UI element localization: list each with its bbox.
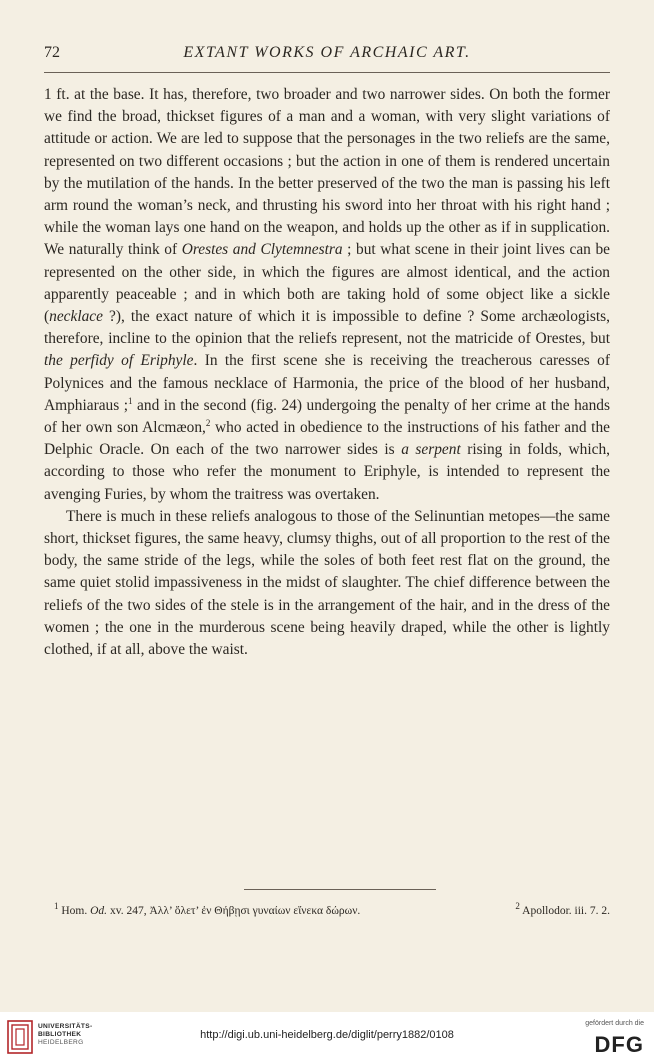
university-library-name: UNIVERSITÄTS- BIBLIOTHEK HEIDELBERG <box>38 1023 93 1046</box>
italic-text: a serpent <box>401 441 461 459</box>
text-run: ; but what scene in their joint lives can be represented on the other side, in which the figures are almost identical, and the action apparently peaceable ; and in which both are taking hold of some object like a sickle ( <box>44 241 610 326</box>
footnote-1 <box>54 903 360 919</box>
text-run: who acted in obedience to the instructions of his father and the Delphic Oracle. On each of the two narrower sides is <box>44 419 610 459</box>
footnote-greek-quote: Ἀλλ’ ὄλετ’ ἐν Θήβῃσι γυναίων εἵνεκα δώρων. <box>149 905 361 917</box>
footnote-text: Apollodor. iii. 7. 2. <box>522 905 610 917</box>
funded-by-label: gefördert durch die <box>585 1020 644 1027</box>
permalink-url[interactable]: http://digi.ub.uni-heidelberg.de/diglit/perry1882/0108 <box>200 1029 454 1041</box>
footnote-author: Hom. <box>61 905 88 917</box>
header-rule <box>44 72 610 73</box>
paragraph <box>44 84 610 506</box>
text-run: ?), the exact nature of which it is impossible to define ? Some archæologists, therefore, incline to the opinion that the reliefs represent, not the matricide of Orestes, but <box>44 308 610 348</box>
footnote-marker: 1 <box>54 901 59 912</box>
italic-text: the perfidy of Eriphyle <box>44 352 194 370</box>
footnote-rule <box>244 889 436 890</box>
page-number: 72 <box>44 44 60 61</box>
footnote-marker: 2 <box>515 901 520 912</box>
paragraph <box>44 506 610 661</box>
footnote-reference-marker: 2 <box>205 417 211 428</box>
running-head <box>44 44 610 68</box>
footnote-2 <box>515 903 610 919</box>
text-run: . In the first scene she is receiving the treacherous caresses of Polynices and the famous necklace of Harmonia, the price of the blood of her husband, Amphiaraus ; <box>44 352 610 414</box>
italic-text: Orestes and Clytemnestra <box>181 241 343 259</box>
footnote-reference-marker: 1 <box>128 395 133 406</box>
running-title: EXTANT WORKS OF ARCHAIC ART. <box>183 44 471 61</box>
text-run: and in the second (fig. 24) undergoing the penalty of her crime at the hands of her own son Alcmæon, <box>44 396 610 437</box>
digitization-footer <box>0 1012 654 1061</box>
footnote-work: Od. <box>90 905 108 917</box>
text-run: rising in folds, which, according to those who refer the monument to Eriphyle, is intended to represent the avenging Furies, by whom the traitress was overtaken. <box>44 441 610 503</box>
text-run: There is much in these reliefs analogous to those of the Selinuntian metopes—the same short, thickset figures, the same heavy, clumsy thighs, out of all proportion to the rest of the body, the same stride of the legs, while the soles of both feet rest flat on the ground, the same quiet stolid impassiveness in the midst of slaughter. The chief difference between the reliefs of the two sides of the stele is in the arrangement of the hair, and in the dress of the women ; the one in the murderous scene being heavily draped, while the other is lightly clothed, if at all, above the waist. <box>44 507 610 659</box>
dfg-logo: DFG <box>594 1032 644 1057</box>
italic-text: necklace <box>49 308 103 326</box>
text-run: 1 ft. at the base. It has, therefore, two broader and two narrower sides. On both the former we find the broad, thickset figures of a man and a woman, with very slight variations of attitude or action. We are led to suppose that the personages in the two reliefs are the same, represented on two different occasions ; but the action in one of them is rendered uncertain by the mutilation of the hands. In the better preserved of the two the man is passing his left arm round the woman’s neck, and thrusting his sword into her throat with his right hand ; while the woman lays one hand on the weapon, and holds up the other as if in supplication. We naturally think of <box>44 86 610 259</box>
body-text <box>44 84 610 661</box>
footnote-reference: xv. 247, <box>109 905 147 917</box>
